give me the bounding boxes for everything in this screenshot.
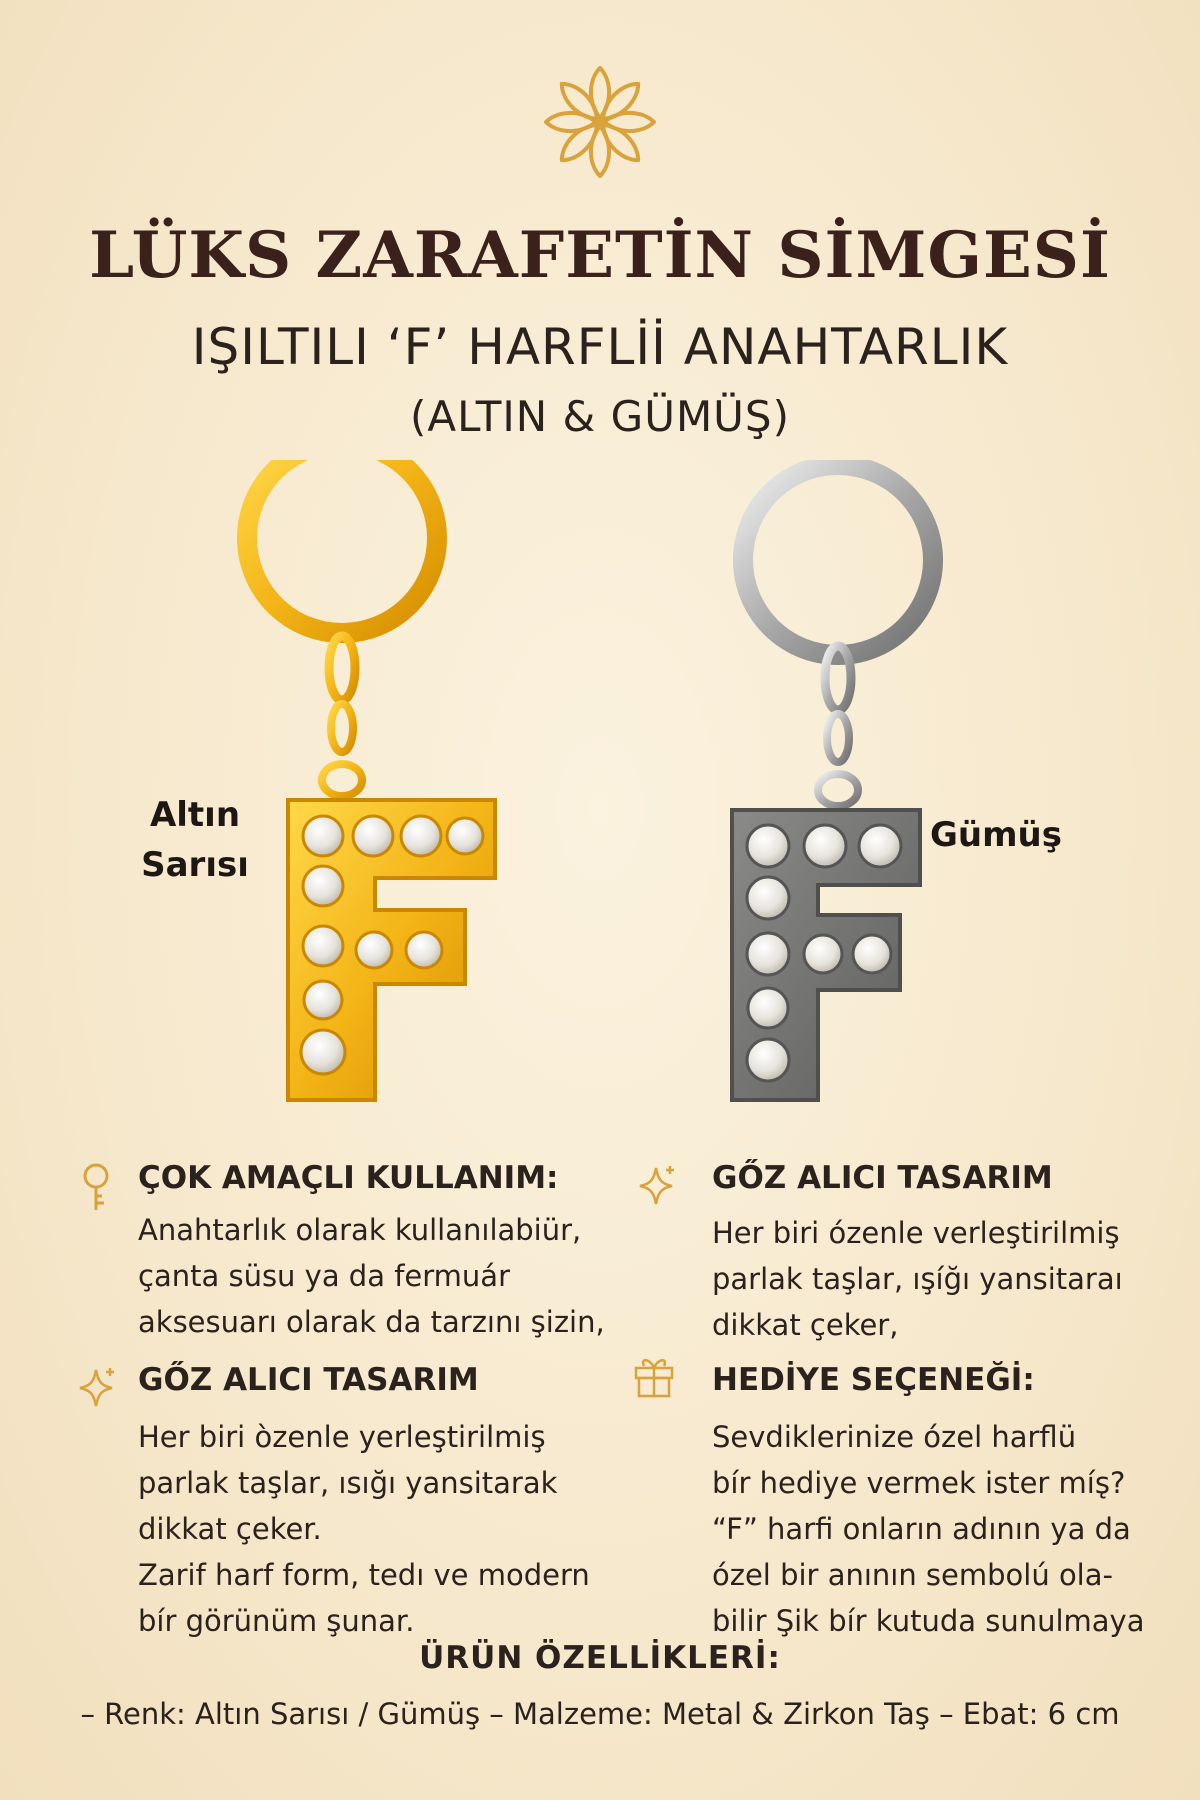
feature-line: “F” harfi onların adının ya da xyxy=(712,1512,1131,1546)
feature-line: aksesuarı olarak da tarzını şizin, xyxy=(138,1305,605,1339)
feature-heading: ÇOK AMAÇLI KULLANIM: xyxy=(138,1160,559,1196)
gold-variant-label: Altın Sarısı xyxy=(141,795,249,885)
lotus-ornament-icon xyxy=(540,62,660,182)
specs-title: ÜRÜN ÖZELLİKLERİ: xyxy=(419,1640,781,1676)
feature-heading: GŐZ ALICI TASARIM xyxy=(712,1160,1053,1196)
feature-line: çanta süsu ya da fermuár xyxy=(138,1259,510,1293)
gold-keychain xyxy=(247,460,495,1100)
feature-line: Anahtarlık olarak kullanılabiür, xyxy=(138,1213,582,1247)
feature-line: parlak taşlar, ışíğı yansitaraı xyxy=(712,1262,1123,1296)
feature-line: parlak taşlar, ısığı yansitarak xyxy=(138,1466,558,1500)
feature-description xyxy=(138,1414,590,1644)
variant-caption: (ALTIN & GÜMÜŞ) xyxy=(410,392,790,441)
feature-line: Her biri ózenle verleştirilmiş xyxy=(712,1216,1120,1250)
silver-variant-label: Gümüş xyxy=(930,815,1062,855)
silver-keychain xyxy=(732,465,933,1100)
page-subtitle: IŞILTILI ‘F’ HARFLİİ ANAHTARLIK xyxy=(191,318,1009,376)
gift-icon xyxy=(632,1350,676,1400)
feature-line: ózel bir anının sembolú ola- xyxy=(712,1558,1113,1592)
feature-line: dikkat çeker. xyxy=(138,1512,322,1546)
feature-line: bilir Şik bír kutuda sunulmaya xyxy=(712,1604,1145,1638)
specs-line: – Renk: Altın Sarısı / Gümüş – Malzeme: Metal & Zirkon Taş – Ebat: 6 cm xyxy=(80,1697,1120,1731)
feature-line: Zarif harf form, tedı ve modern xyxy=(138,1558,590,1592)
feature-line: Sevdiklerinize ózel harflü xyxy=(712,1420,1077,1454)
keychain-illustration xyxy=(0,460,1200,1110)
feature-line: bír hediye vermek ister mís̨? xyxy=(712,1466,1126,1500)
sparkle-icon xyxy=(634,1160,678,1210)
feature-description xyxy=(712,1210,1123,1348)
feature-line: dikkat çeker, xyxy=(712,1308,899,1342)
feature-line: Her biri òzenle yerleştirilmiş xyxy=(138,1420,546,1454)
feature-heading: GŐZ ALICI TASARIM xyxy=(138,1362,479,1398)
feature-line: bír görünüm şunar. xyxy=(138,1604,415,1638)
feature-heading: HEDİYE SEÇENEĞİ: xyxy=(712,1362,1035,1398)
page-title: LÜKS ZARAFETİN SİMGESİ xyxy=(89,218,1111,293)
feature-description xyxy=(712,1414,1145,1644)
sparkle-icon xyxy=(74,1362,118,1412)
key-icon xyxy=(74,1162,118,1212)
feature-description xyxy=(138,1207,605,1345)
